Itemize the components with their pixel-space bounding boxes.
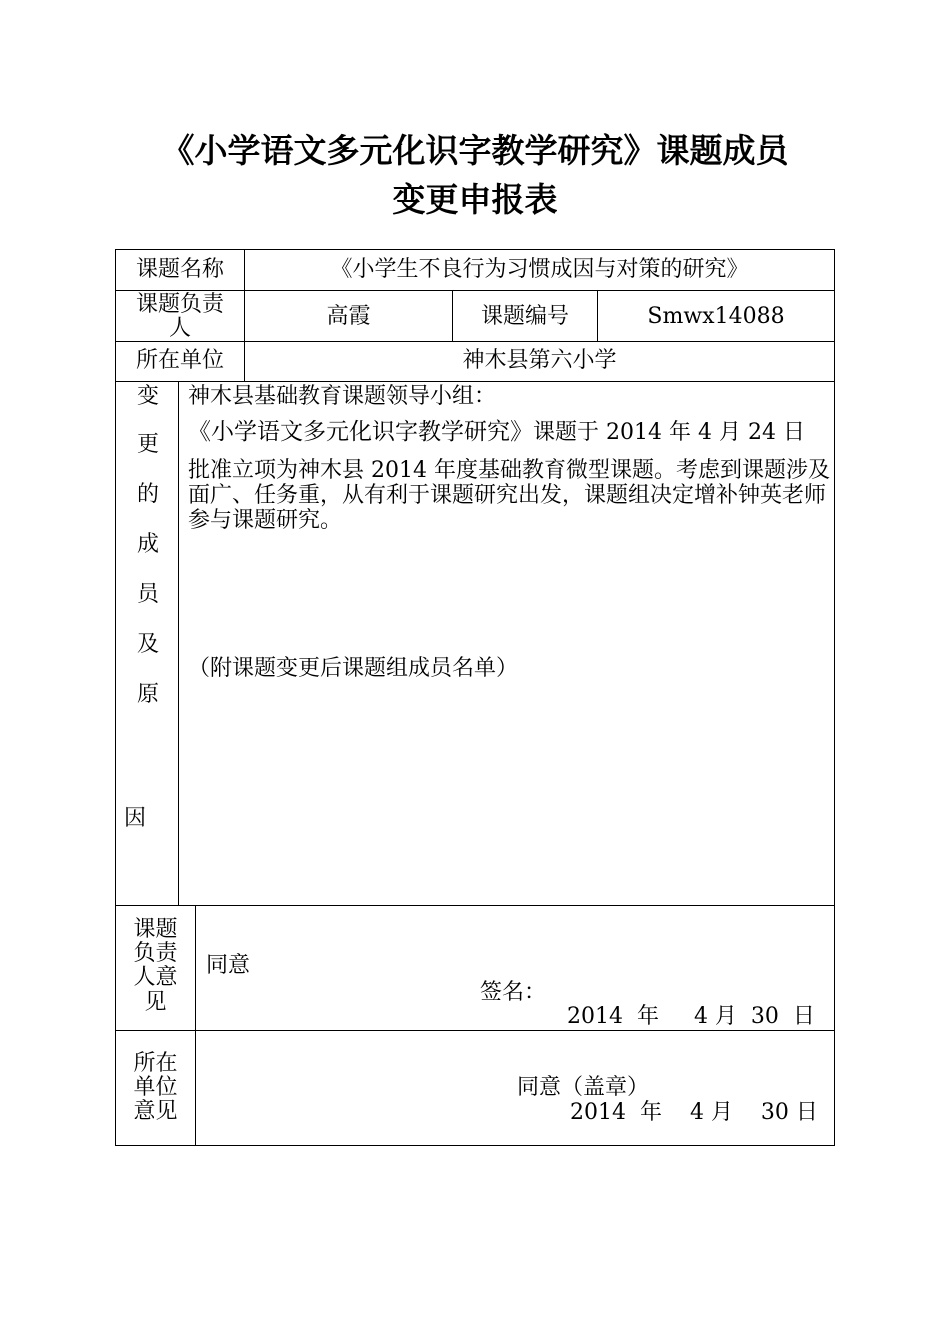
change-addressee: 神木县基础教育课题领导小组： [188,384,497,409]
unit-opinion-agree: 同意（盖章） [517,1075,650,1100]
topic-leader-label-line-2: 人 [168,316,191,341]
unit-opinion-label-line: 单位 [133,1075,178,1100]
leader-opinion-date: 2014 年 4 月 30 日 [567,1004,815,1029]
table-border-right [834,249,835,1146]
col-divider [178,381,179,906]
row-divider [115,1030,835,1031]
unit-label: 所在单位 [135,348,224,373]
topic-number-label: 课题编号 [480,304,569,329]
change-lead-title: 《小学语文多元化识字教学研究》 [188,419,533,445]
change-body: 批准立项为神木县 2014 年度基础教育微型课题。考虑到课题涉及面广、任务重，从有利于课题研究出发，课题组决定增补钟英老师参与课题研究。 [188,458,830,533]
change-label-char: 因 [124,806,147,831]
leader-opinion-label-line: 见 [144,990,167,1015]
change-label-char: 成 [136,532,159,557]
change-label-char: 的 [136,482,159,507]
leader-opinion-label-line: 人意 [133,965,178,990]
leader-opinion-label-line: 课题 [133,917,178,942]
change-attachment-note: （附课题变更后课题组成员名单） [188,656,519,681]
change-lead-rest: 课题于 2014 年 4 月 24 日 [533,420,805,445]
leader-opinion-label-line: 负责 [133,941,178,966]
topic-leader-value: 高霞 [326,304,371,329]
topic-name-label: 课题名称 [135,257,224,282]
change-label-char: 原 [136,682,159,707]
topic-leader-label-line-1: 课题负责 [135,292,224,317]
topic-number-value: Smwx14088 [647,304,785,329]
change-label-char: 更 [136,432,159,457]
change-label-char: 及 [136,632,159,657]
change-label-char: 变 [136,384,159,409]
leader-opinion-agree: 同意 [206,953,251,978]
row-divider [115,341,835,342]
change-lead-line [188,421,805,444]
row-divider [115,905,835,906]
table-border-bottom [115,1145,835,1146]
document-title-line-2: 变更申报表 [392,180,558,219]
change-label-char: 员 [136,582,159,607]
document-title-line-1: 《小学语文多元化识字教学研究》课题成员 [161,131,789,170]
unit-opinion-label-line: 意见 [133,1099,178,1124]
unit-value: 神木县第六小学 [462,348,617,373]
col-divider [195,905,196,1146]
unit-opinion-label-line: 所在 [133,1051,178,1076]
topic-name-value: 《小学生不良行为习惯成因与对策的研究》 [330,257,749,282]
row-divider [115,381,835,382]
row-divider [115,290,835,291]
unit-opinion-date: 2014 年 4 月 30 日 [570,1100,818,1125]
leader-opinion-sign: 签名： [480,980,547,1005]
table-border-top [115,249,835,250]
